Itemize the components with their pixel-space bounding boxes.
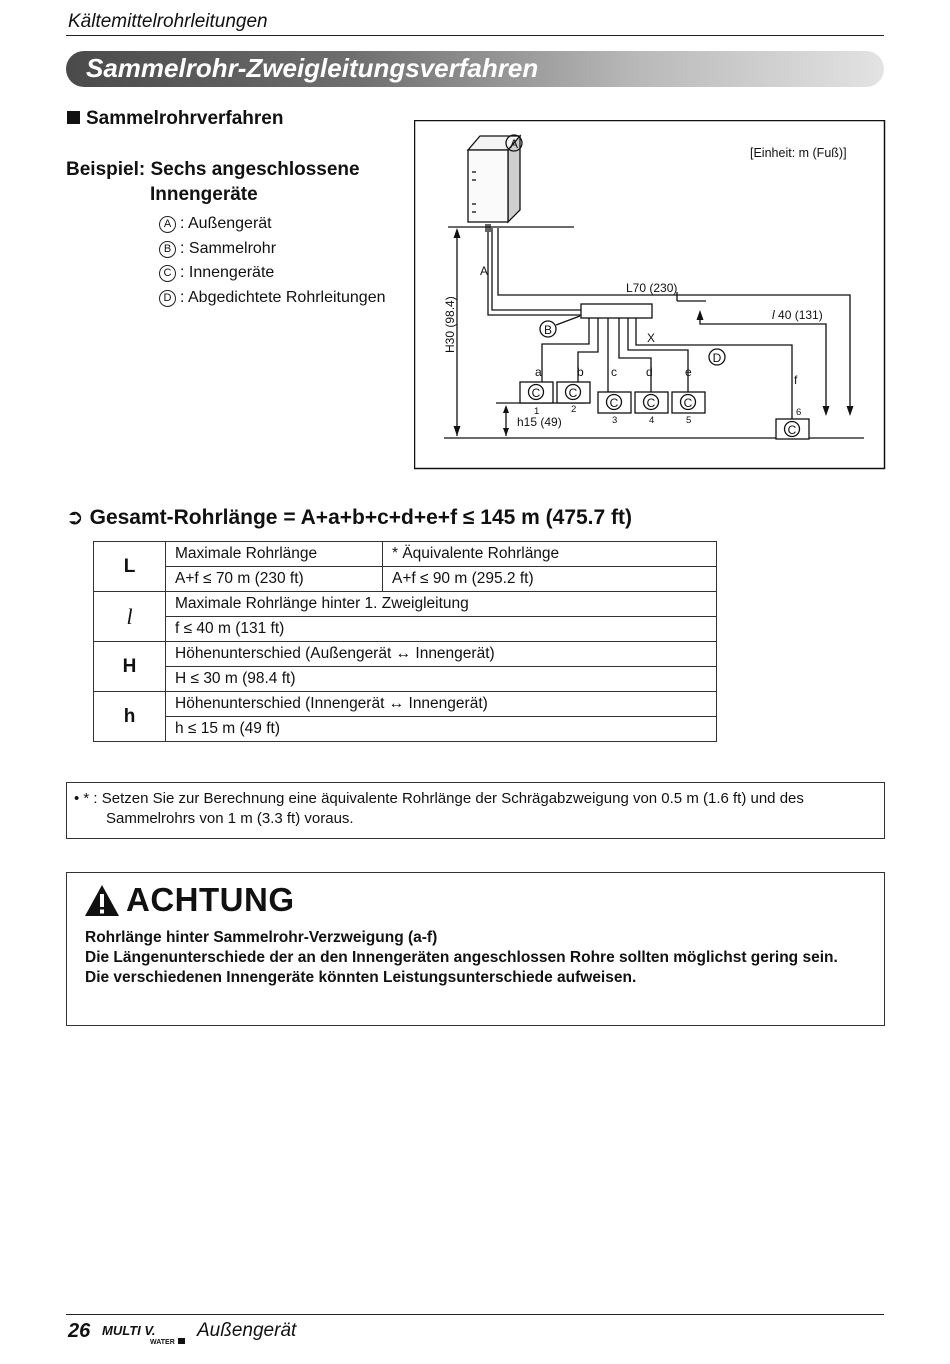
example-line-2: Innengeräte xyxy=(150,184,258,205)
branch-pipe-d xyxy=(619,318,651,392)
dim-label-h-indoor: h15 (49) xyxy=(517,415,562,429)
marker-letter: A xyxy=(509,137,519,151)
unit-number: 3 xyxy=(612,415,618,426)
table-cell: Höhenunterschied (Innengerät ↔ Innengerät) xyxy=(166,692,717,717)
example-title xyxy=(66,157,360,207)
branch-label: d xyxy=(646,365,653,379)
section-title: Sammelrohr-Zweigleitungsverfahren xyxy=(86,53,539,83)
table-cell: f ≤ 40 m (131 ft) xyxy=(166,617,717,642)
table-cell: * Äquivalente Rohrlänge xyxy=(383,542,717,567)
header-rule xyxy=(66,35,884,36)
table-row xyxy=(94,617,717,642)
table-cell: Höhenunterschied (Außengerät ↔ Innengerät) xyxy=(166,642,717,667)
indoor-unit-icon xyxy=(520,382,553,403)
caution-text xyxy=(85,928,870,988)
table-cell: A+f ≤ 90 m (295.2 ft) xyxy=(383,567,717,592)
dim-label-h-total: H30 (98.4) xyxy=(443,296,457,353)
branch-pipe-e xyxy=(628,318,688,392)
pipe-label-a: A xyxy=(480,264,489,278)
legend-text: : Innengeräte xyxy=(180,264,275,281)
footer-title: Außengerät xyxy=(197,1320,297,1341)
row-key: L xyxy=(94,542,166,592)
table-row xyxy=(94,642,717,667)
table-row xyxy=(94,592,717,617)
svg-text:C: C xyxy=(609,396,619,410)
circled-letter-icon: D xyxy=(159,290,176,307)
svg-text:C: C xyxy=(787,423,797,437)
main-pipe-a xyxy=(488,228,584,315)
subsection-heading xyxy=(67,108,283,130)
note-text xyxy=(74,789,874,829)
svg-text:MULTI V.: MULTI V. xyxy=(102,1323,156,1338)
svg-text:C: C xyxy=(531,386,541,400)
circled-letter-icon: B xyxy=(159,241,176,258)
legend-text: : Sammelrohr xyxy=(180,239,277,257)
marker-letter: B xyxy=(543,323,553,337)
circled-letter-icon: C xyxy=(159,265,176,282)
indoor-unit-icon xyxy=(557,382,590,403)
example-line-1: Beispiel: Sechs angeschlossene xyxy=(66,159,360,180)
dim-label-l-total: L70 (230) xyxy=(626,281,678,295)
header-pipe-icon xyxy=(581,304,652,318)
unit-number: 1 xyxy=(534,406,540,417)
x-mark: X xyxy=(646,331,656,345)
footer-rule xyxy=(66,1314,884,1315)
square-bullet-icon xyxy=(67,111,80,124)
warning-triangle-icon xyxy=(84,884,120,917)
caution-title: ACHTUNG xyxy=(126,881,295,918)
page-number: 26 xyxy=(68,1320,91,1342)
formula-text: Gesamt-Rohrlänge = A+a+b+c+d+e+f ≤ 145 m (475.7 ft) xyxy=(89,506,632,529)
legend-item xyxy=(159,261,385,286)
branch-label: b xyxy=(577,365,584,379)
row-key: h xyxy=(94,692,166,742)
branch-label: f xyxy=(794,373,798,387)
row-key: l xyxy=(94,592,166,642)
unit-number: 6 xyxy=(796,407,802,418)
table-cell: Maximale Rohrlänge hinter 1. Zweigleitung xyxy=(166,592,717,617)
table-row xyxy=(94,667,717,692)
table-cell: A+f ≤ 70 m (230 ft) xyxy=(166,567,383,592)
table-row xyxy=(94,717,717,742)
caution-line: Die verschiedenen Innengeräte könnten Leistungsunterschiede aufweisen. xyxy=(85,969,637,986)
table-cell: h ≤ 15 m (49 ft) xyxy=(166,717,717,742)
running-header: Kältemittelrohrleitungen xyxy=(68,11,268,32)
legend-item xyxy=(159,212,385,237)
indoor-unit-icon xyxy=(635,392,668,413)
table-cell: H ≤ 30 m (98.4 ft) xyxy=(166,667,717,692)
caution-line: Rohrlänge hinter Sammelrohr-Verzweigung (a-f) xyxy=(85,929,438,946)
table-row xyxy=(94,567,717,592)
svg-text:C: C xyxy=(683,396,693,410)
indoor-unit-icon xyxy=(672,392,705,413)
pipe-limits-table xyxy=(93,541,717,742)
note-line-2: Sammelrohrs von 1 m (3.3 ft) voraus. xyxy=(106,810,354,827)
svg-text:C: C xyxy=(646,396,656,410)
table-row xyxy=(94,692,717,717)
branch-pipe-c xyxy=(608,318,615,392)
table-row xyxy=(94,542,717,567)
multi-v-water-logo xyxy=(102,1322,188,1346)
legend-text: : Abgedichtete Rohrleitungen xyxy=(180,288,386,306)
branch-label: a xyxy=(535,365,542,379)
unit-number: 4 xyxy=(649,415,655,426)
svg-text:WATER: WATER xyxy=(150,1339,175,1346)
unit-number: 2 xyxy=(571,404,577,415)
legend-item xyxy=(159,286,385,311)
note-line-1: • * : Setzen Sie zur Berechnung eine äquivalente Rohrlänge der Schrägabzweigung von 0.5 m (1.6 ft) und des xyxy=(74,790,804,807)
dim-label-l-branch: l 40 (131) xyxy=(772,308,823,322)
arrow-icon: ➲ xyxy=(66,506,84,529)
circled-letter-icon: A xyxy=(159,216,176,233)
legend-item xyxy=(159,237,385,262)
unit-label: [Einheit: m (Fuß)] xyxy=(750,146,847,160)
branch-label: e xyxy=(685,365,692,379)
subsection-title: Sammelrohrverfahren xyxy=(86,108,284,129)
total-length-formula xyxy=(66,505,632,530)
unit-number: 5 xyxy=(686,415,692,426)
caution-line: Die Längenunterschiede der an den Innengeräten angeschlossen Rohre sollten möglichst gering sein. xyxy=(85,949,838,966)
main-pipe-a-parallel xyxy=(492,228,582,310)
row-key: H xyxy=(94,642,166,692)
marker-letter: D xyxy=(712,351,722,365)
legend-text: : Außengerät xyxy=(180,215,272,232)
svg-text:C: C xyxy=(568,386,578,400)
branch-label: c xyxy=(611,365,617,379)
indoor-unit-icon xyxy=(776,419,809,439)
table-cell: Maximale Rohrlänge xyxy=(166,542,383,567)
piping-diagram xyxy=(414,120,886,470)
indoor-unit-icon xyxy=(598,392,631,413)
legend-list xyxy=(159,212,385,310)
